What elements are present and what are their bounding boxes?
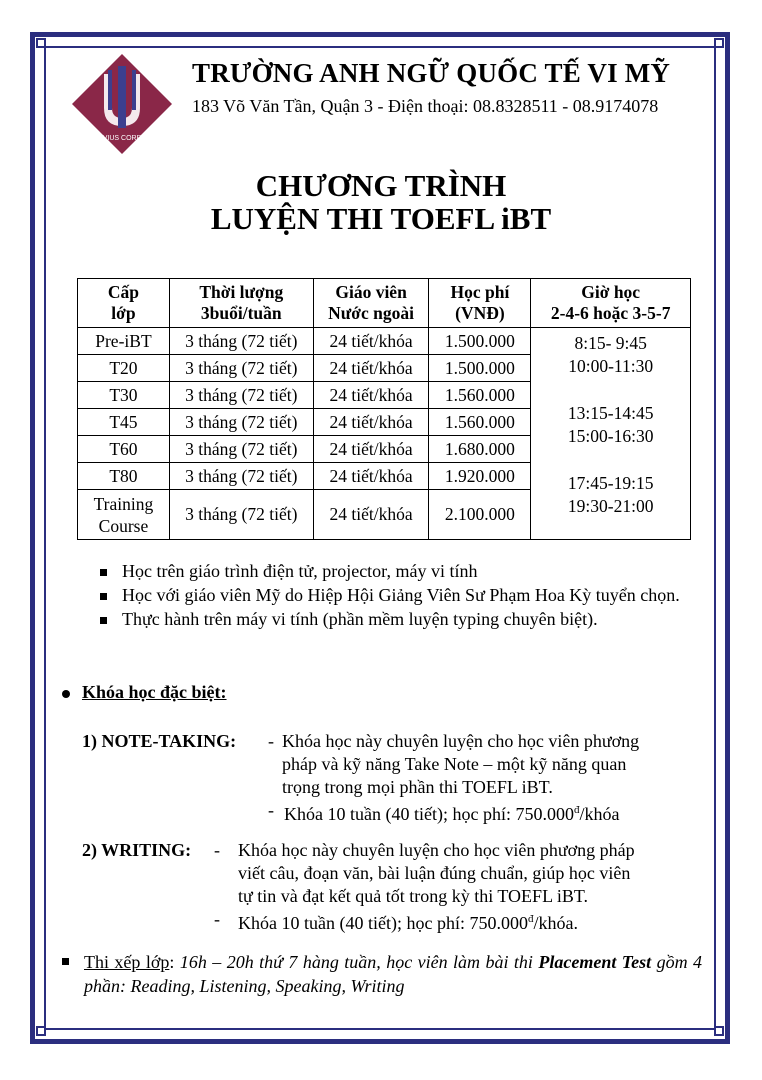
cell-level: T60 xyxy=(78,436,170,463)
cell-level: T20 xyxy=(78,355,170,382)
note-taking-fee-dash: - xyxy=(268,800,274,820)
cell-duration: 3 tháng (72 tiết) xyxy=(169,355,313,382)
cell-level: Pre-iBT xyxy=(78,328,170,355)
list-item: Thực hành trên máy vi tính (phần mềm luyện typing chuyên biệt). xyxy=(100,608,700,631)
cell-teacher: 24 tiết/khóa xyxy=(313,436,429,463)
table-row xyxy=(78,328,691,355)
school-logo-icon xyxy=(70,52,174,156)
cell-duration: 3 tháng (72 tiết) xyxy=(169,328,313,355)
cell-teacher: 24 tiết/khóa xyxy=(313,328,429,355)
corner-ornament xyxy=(714,38,724,48)
cell-teacher: 24 tiết/khóa xyxy=(313,463,429,490)
cell-teacher: 24 tiết/khóa xyxy=(313,382,429,409)
logo-text: VIUS CORP xyxy=(102,135,142,142)
cell-fee: 1.500.000 xyxy=(429,355,531,382)
list-item: Học trên giáo trình điện tử, projector, máy vi tính xyxy=(100,560,700,583)
bullet-square-icon xyxy=(62,958,69,965)
note-taking-fee: Khóa 10 tuần (40 tiết); học phí: $750.000^đ$/khóa xyxy=(284,804,620,824)
cell-teacher: 24 tiết/khóa xyxy=(313,490,429,540)
header-fee: Học phí (VNĐ) xyxy=(429,279,531,328)
header-time: Giờ học 2-4-6 hoặc 3-5-7 xyxy=(531,279,691,328)
cell-level: T30 xyxy=(78,382,170,409)
cell-fee: 2.100.000 xyxy=(429,490,531,540)
cell-duration: 3 tháng (72 tiết) xyxy=(169,490,313,540)
cell-duration: 3 tháng (72 tiết) xyxy=(169,463,313,490)
cell-duration: 3 tháng (72 tiết) xyxy=(169,436,313,463)
time-slot: 19:30-21:00 xyxy=(567,496,654,516)
corner-ornament xyxy=(36,38,46,48)
time-slot: 8:15- 9:45 xyxy=(574,333,647,353)
time-slot: 15:00-16:30 xyxy=(567,426,654,446)
writing-dash: - xyxy=(214,840,220,860)
list-item: Học với giáo viên Mỹ do Hiệp Hội Giảng Viên Sư Phạm Hoa Kỳ tuyển chọn. xyxy=(100,584,714,607)
cell-level: T45 xyxy=(78,409,170,436)
header-duration: Thời lượng 3buổi/tuần xyxy=(169,279,313,328)
cell-fee: 1.920.000 xyxy=(429,463,531,490)
time-slot: 10:00-11:30 xyxy=(568,356,654,376)
cell-teacher: 24 tiết/khóa xyxy=(313,355,429,382)
writing-fee-dash: - xyxy=(214,909,220,929)
cell-level: Training Course xyxy=(78,490,170,540)
cell-level: T80 xyxy=(78,463,170,490)
writing-fee: Khóa 10 tuần (40 tiết); học phí: $750.000^đ$/khóa. xyxy=(238,913,578,933)
cell-teacher: 24 tiết/khóa xyxy=(313,409,429,436)
cell-fee: 1.560.000 xyxy=(429,409,531,436)
note-taking-description: Khóa học này chuyên luyện cho học viên phương pháp và kỹ năng Take Note – một kỹ năng quan trọng trong mọi phần thi TOEFL iBT. xyxy=(282,731,640,797)
page-title-line2: LUYỆN THI TOEFL iBT xyxy=(210,201,552,236)
note-taking-dash: - xyxy=(268,731,274,751)
cell-fee: 1.500.000 xyxy=(429,328,531,355)
table-header-row xyxy=(78,279,691,328)
bullet-square-icon xyxy=(100,593,107,600)
cell-fee: 1.680.000 xyxy=(429,436,531,463)
bullet-square-icon xyxy=(100,569,107,576)
note-taking-label: 1) NOTE-TAKING: xyxy=(82,731,237,751)
page-title-line1: CHƯƠNG TRÌNH xyxy=(255,168,507,203)
time-slot: 13:15-14:45 xyxy=(567,403,654,423)
corner-ornament xyxy=(714,1026,724,1036)
cell-duration: 3 tháng (72 tiết) xyxy=(169,382,313,409)
writing-description: Khóa học này chuyên luyện cho học viên phương pháp viết câu, đoạn văn, bài luận đúng chuẩn, giúp học viên tự tin và đạt kết quả tốt trong kỳ thi TOEFL iBT. xyxy=(238,840,635,906)
header-level: Cấp lớp xyxy=(78,279,170,328)
cell-schedule xyxy=(531,328,691,540)
course-table xyxy=(77,278,691,540)
time-slot: 17:45-19:15 xyxy=(567,473,654,493)
header-teacher: Giáo viên Nước ngoài xyxy=(313,279,429,328)
special-courses-heading: Khóa học đặc biệt: xyxy=(62,682,227,703)
school-name: TRƯỜNG ANH NGỮ QUỐC TẾ VI MỸ xyxy=(192,58,671,88)
cell-duration: 3 tháng (72 tiết) xyxy=(169,409,313,436)
bullet-dot-icon xyxy=(62,690,70,698)
cell-fee: 1.560.000 xyxy=(429,382,531,409)
writing-label: 2) WRITING: xyxy=(82,840,192,860)
bullet-square-icon xyxy=(100,617,107,624)
placement-test-note: Thi xếp lớp: 16h – 20h thứ 7 hàng tuần, học viên làm bài thi Placement Test gồm 4 phần: Reading, Listening, Speaking, Writing xyxy=(62,950,702,998)
corner-ornament xyxy=(36,1026,46,1036)
feature-list xyxy=(100,560,700,632)
school-address: 183 Võ Văn Tần, Quận 3 - Điện thoại: 08.8328511 - 08.9174078 xyxy=(192,96,659,116)
